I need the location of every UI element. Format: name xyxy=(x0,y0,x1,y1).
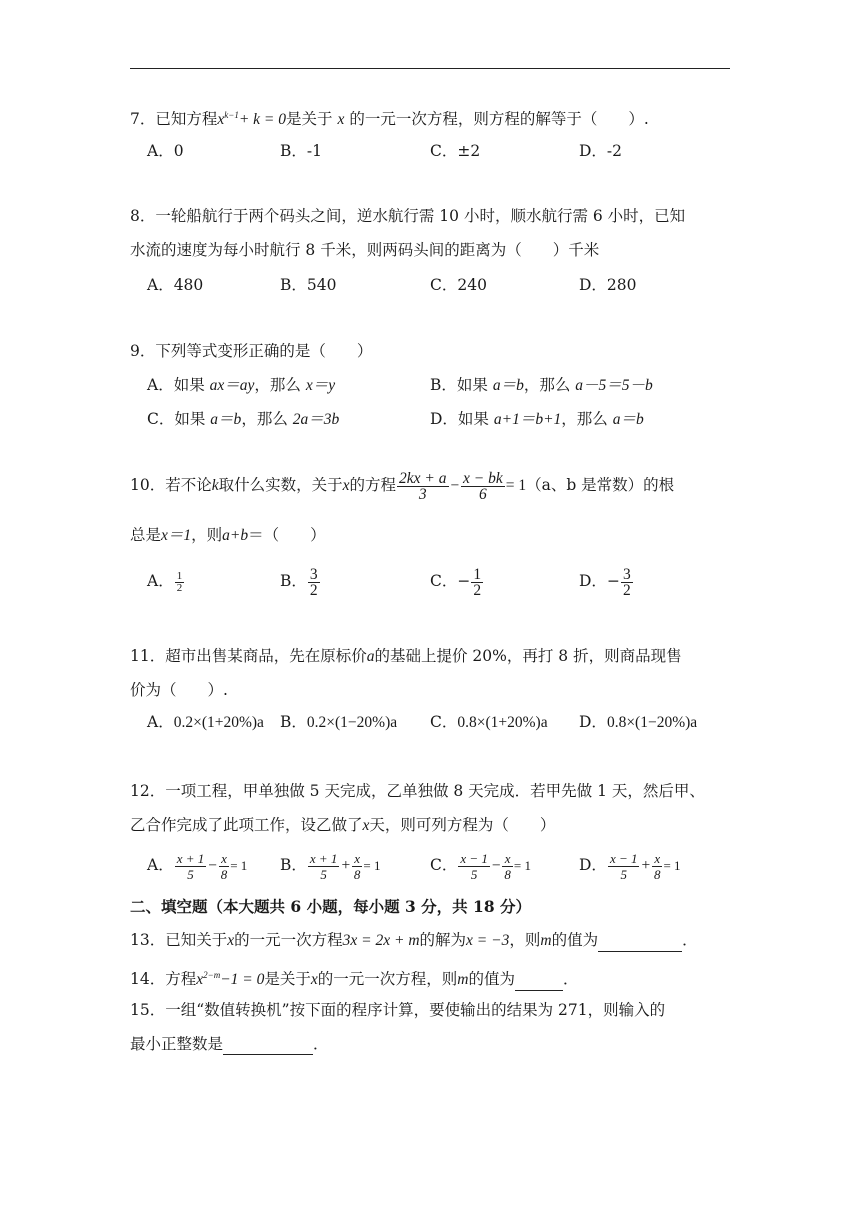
option-c: C．0.8×(1+20%)a xyxy=(430,713,548,731)
option-a: A．0 xyxy=(147,142,184,160)
question-8-line-1: 8．一轮船航行于两个码头之间，逆水航行需 10 小时，顺水航行需 6 小时，已知 xyxy=(130,207,686,225)
option-b: B．-1 xyxy=(280,142,322,160)
q7-text: 的一元一次方程，则方程的解等于（ ）. xyxy=(349,110,649,129)
question-10-line-1: 10．若不论k取什么实数，关于x的方程 $\frac{2kx + a}{3}$ − $\frac{x - bk}{6}$ = 1（a、b 是常数）的根 xyxy=(130,469,675,503)
option-a: A． $\frac{x + 1}{5}$ − $\frac{x}{8}$ = 1 xyxy=(147,850,248,882)
question-15-line-2: 最小正整数是 ． xyxy=(130,1035,329,1053)
question-11-line-1: 11．超市出售某商品，先在原标价a的基础上提价 20%，再打 8 折，则商品现售 xyxy=(130,647,682,665)
answer-blank[interactable] xyxy=(223,1038,313,1055)
question-7 xyxy=(130,104,740,131)
q7-text: 7．已知方程 xyxy=(130,110,218,129)
question-13: 13．已知关于x的一元一次方程3x = 2x + m的解为x = −3，则m的值为 ． xyxy=(130,929,740,952)
option-d: D．280 xyxy=(579,276,637,294)
question-11-line-2: 价为（ ）. xyxy=(130,681,228,699)
option-d: D． $\frac{x - 1}{5}$ + $\frac{x}{8}$ = 1 xyxy=(579,850,681,882)
header-rule xyxy=(130,68,730,69)
option-a: A．0.2×(1+20%)a xyxy=(147,713,264,731)
option-d: D．-2 xyxy=(579,142,623,160)
q7-eq-base: x xyxy=(217,111,225,129)
option-b: B． $\frac{3}{2}$ xyxy=(280,565,318,599)
q7-variable: x xyxy=(337,111,345,129)
option-d: D．如果 a+1＝b+1，那么 a＝b xyxy=(430,410,644,428)
question-12-line-2: 乙合作完成了此项工作，设乙做了x天，则可列方程为（ ） xyxy=(130,816,556,834)
option-d: D．0.8×(1−20%)a xyxy=(579,713,698,731)
option-a: A．480 xyxy=(147,276,204,294)
option-b: B． $\frac{x + 1}{5}$ + $\frac{x}{8}$ = 1 xyxy=(280,850,381,882)
option-c: C．如果 a＝b，那么 2a＝3b xyxy=(147,410,340,428)
answer-blank[interactable] xyxy=(515,974,563,991)
q7-eq-exponent: k−1 xyxy=(224,110,239,120)
section-2-heading: 二、填空题（本大题共 6 小题，每小题 3 分，共 18 分） xyxy=(130,897,532,916)
option-c: C．240 xyxy=(430,276,487,294)
option-b: B．540 xyxy=(280,276,337,294)
option-d: D．− $\frac{3}{2}$ xyxy=(579,565,631,599)
q10-fraction-1: $\frac{2kx + a}{3}$ xyxy=(399,469,447,503)
question-8-line-2: 水流的速度为每小时航行 8 千米，则两码头间的距离为（ ）千米 xyxy=(130,241,600,259)
option-c: C．− $\frac{1}{2}$ xyxy=(430,565,482,599)
option-c: C． $\frac{x - 1}{5}$ − $\frac{x}{8}$ = 1 xyxy=(430,850,531,882)
q10-fraction-2: $\frac{x - bk}{6}$ xyxy=(462,469,503,503)
question-9: 9．下列等式变形正确的是（ ） xyxy=(130,342,373,360)
answer-blank[interactable] xyxy=(598,935,682,952)
question-12-line-1: 12．一项工程，甲单独做 5 天完成，乙单独做 8 天完成．若甲先做 1 天，然后甲、 xyxy=(130,782,705,800)
option-c: C．±2 xyxy=(430,142,481,160)
option-b: B．如果 a＝b，那么 a－5＝5－b xyxy=(430,376,653,394)
question-15-line-1: 15．一组“数值转换机”按下面的程序计算，要使输出的结果为 271，则输入的 xyxy=(130,1001,666,1019)
option-a: A．如果 ax＝ay，那么 x＝y xyxy=(147,376,336,394)
q7-text: 是关于 xyxy=(286,110,333,129)
question-10-line-2: 总是x＝1，则a+b＝（ ） xyxy=(130,526,326,544)
option-a: A． $\frac{1}{2}$ xyxy=(147,569,183,594)
option-b: B．0.2×(1−20%)a xyxy=(280,713,398,731)
question-14: 14．方程$x^{2-m}-1 = 0$是关于x的一元一次方程，则m的值为 ． xyxy=(130,964,740,991)
q7-eq-rest: + k = 0 xyxy=(238,111,287,129)
